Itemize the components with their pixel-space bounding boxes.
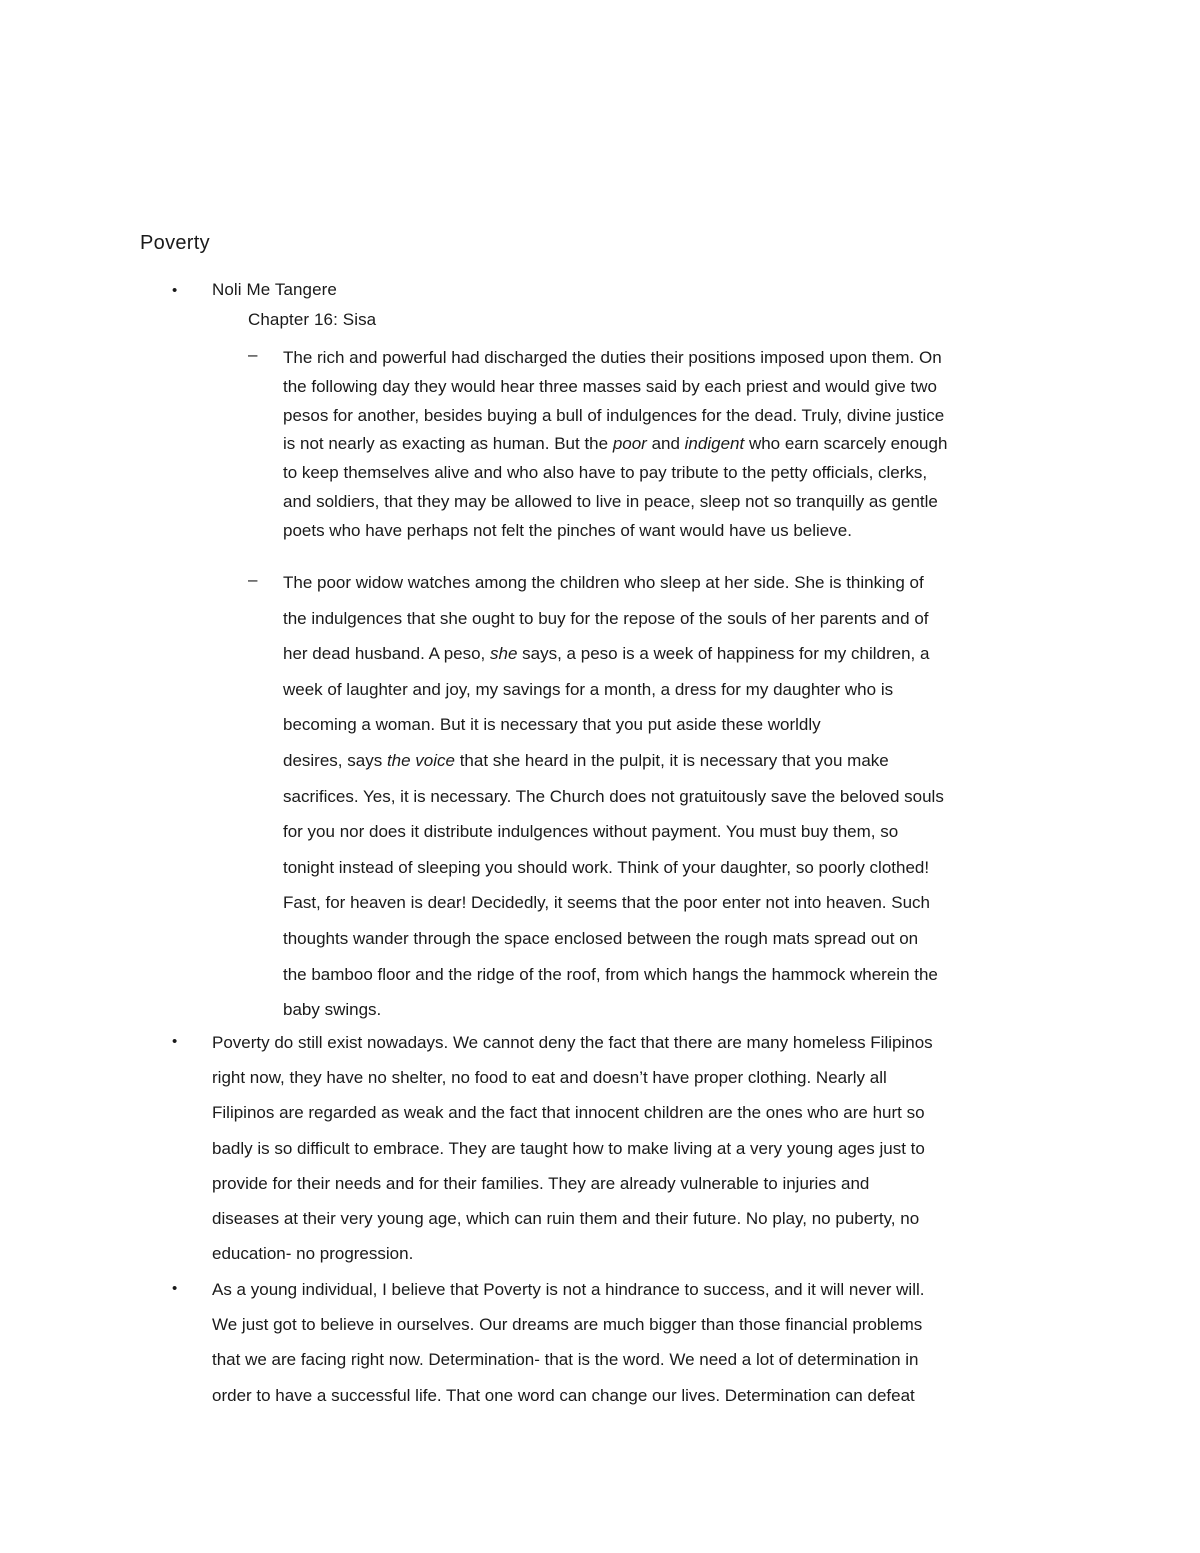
italic-text: she	[490, 644, 518, 664]
dash-icon: –	[248, 345, 258, 364]
text-line: the bamboo floor and the ridge of the roof, from which hangs the hammock wherein the	[283, 964, 938, 984]
quote-paragraph-1	[283, 344, 1073, 546]
text-line: the following day they would hear three masses said by each priest and would give two	[283, 376, 937, 396]
text-line	[283, 636, 1073, 672]
bullet-icon: •	[172, 1033, 178, 1050]
bullet-icon: •	[172, 1280, 178, 1297]
text-line: for you nor does it distribute indulgences without payment. You must buy them, so	[283, 822, 899, 842]
text-line: pesos for another, besides buying a bull of indulgences for the dead. Truly, divine justice	[283, 405, 945, 425]
text-line: right now, they have no shelter, no food to eat and doesn’t have proper clothing. Nearly all	[212, 1068, 887, 1088]
text-span: that she heard in the pulpit, it is necessary that you make	[454, 750, 889, 770]
bullet-paragraph-3	[212, 1272, 1072, 1413]
text-line: As a young individual, I believe that Poverty is not a hindrance to success, and it will never will.	[212, 1280, 925, 1299]
text-line: that we are facing right now. Determination- that is the word. We need a lot of determination in	[212, 1350, 919, 1370]
text-line: sacrifices. Yes, it is necessary. The Church does not gratuitously save the beloved souls	[283, 786, 944, 806]
italic-text: poor	[612, 434, 647, 454]
italic-text: indigent	[684, 434, 745, 454]
text-line: The rich and powerful had discharged the duties their positions imposed upon them. On	[283, 348, 942, 367]
text-line: tonight instead of sleeping you should work. Think of your daughter, so poorly clothed!	[283, 857, 930, 877]
text-line: poets who have perhaps not felt the pinches of want would have us believe.	[283, 520, 852, 540]
text-line: provide for their needs and for their families. They are already vulnerable to injuries and	[212, 1173, 870, 1193]
text-line: badly is so difficult to embrace. They are taught how to make living at a very young ages just to	[212, 1138, 925, 1158]
text-line: week of laughter and joy, my savings for a month, a dress for my daughter who is	[283, 679, 894, 699]
page-title: Poverty	[140, 232, 210, 254]
text-line: diseases at their very young age, which can ruin them and their future. No play, no puberty, no	[212, 1208, 920, 1228]
text-line: Poverty do still exist nowadays. We cannot deny the fact that there are many homeless Filipinos	[212, 1033, 933, 1052]
bullet-paragraph-2	[212, 1025, 1072, 1271]
text-span: desires, says	[283, 750, 387, 770]
bullet-icon: •	[172, 282, 178, 299]
text-line: the indulgences that she ought to buy for the repose of the souls of her parents and of	[283, 608, 929, 628]
text-line: The poor widow watches among the children who sleep at her side. She is thinking of	[283, 573, 924, 592]
text-line	[283, 743, 1073, 779]
text-line: Fast, for heaven is dear! Decidedly, it seems that the poor enter not into heaven. Such	[283, 893, 930, 913]
text-line: thoughts wander through the space enclosed between the rough mats spread out on	[283, 928, 919, 948]
text-line: order to have a successful life. That one word can change our lives. Determination can defeat	[212, 1385, 915, 1405]
text-span: her dead husband. A peso,	[283, 644, 491, 664]
text-span: is not nearly as exacting as human. But the	[283, 434, 613, 454]
text-line: becoming a woman. But it is necessary that you put aside these worldly	[283, 715, 821, 735]
quote-paragraph-2	[283, 565, 1073, 1028]
text-line	[283, 430, 1073, 459]
text-line: to keep themselves alive and who also have to pay tribute to the petty officials, clerks,	[283, 463, 928, 483]
bullet-item-noli-me-tangere: Noli Me Tangere	[212, 280, 337, 299]
text-line: Filipinos are regarded as weak and the fact that innocent children are the ones who are hurt so	[212, 1103, 925, 1123]
dash-icon: –	[248, 570, 258, 589]
text-span: who earn scarcely enough	[744, 434, 948, 454]
text-line: education- no progression.	[212, 1244, 414, 1264]
text-line: We just got to believe in ourselves. Our dreams are much bigger than those financial problems	[212, 1315, 923, 1335]
chapter-heading: Chapter 16: Sisa	[248, 310, 377, 329]
text-line: and soldiers, that they may be allowed to live in peace, sleep not so tranquilly as gentle	[283, 491, 938, 511]
italic-text: the voice	[386, 750, 455, 770]
text-line: baby swings.	[283, 1000, 382, 1020]
text-span: and	[646, 434, 685, 454]
text-span: says, a peso is a week of happiness for my children, a	[517, 644, 930, 664]
